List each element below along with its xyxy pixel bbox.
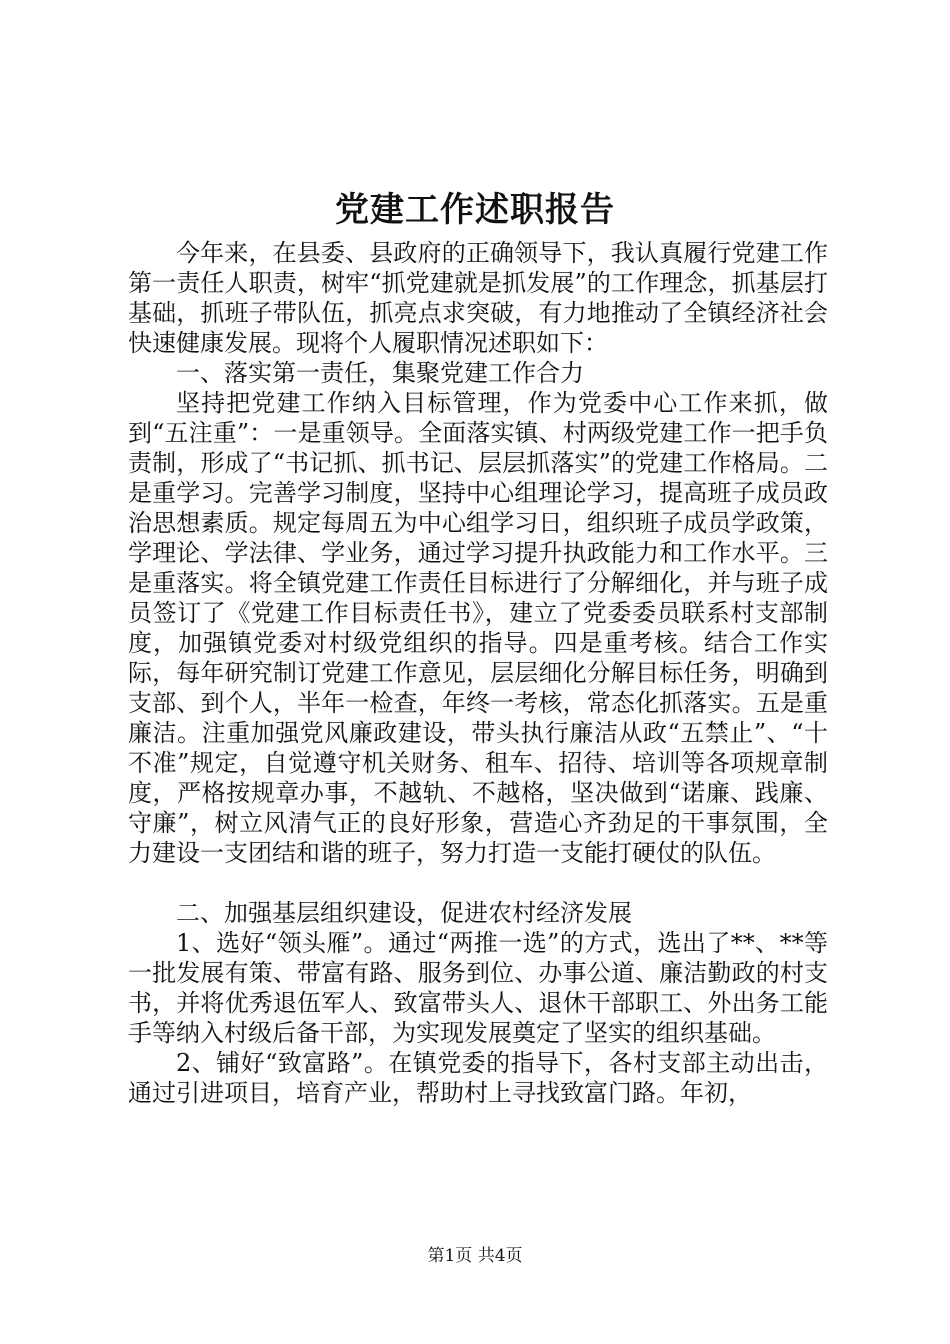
paragraph-spacer <box>128 868 828 898</box>
intro-paragraph: 今年来，在县委、县政府的正确领导下，我认真履行党建工作第一责任人职责，树牢“抓党建就是抓发展”的工作理念，抓基层打基础，抓班子带队伍，抓亮点求突破，有力地推动了全镇经济社会快速健康发展。现将个人履职情况述职如下： <box>128 239 828 357</box>
section-2-item-1: 1、选好“领头雁”。通过“两推一选”的方式，选出了**、**等一批发展有策、带富有路、服务到位、办事公道、廉洁勤政的村支书，并将优秀退伍军人、致富带头人、退休干部职工、外出务工能手等纳入村级后备干部，为实现发展奠定了坚实的组织基础。 <box>128 929 828 1047</box>
document-body <box>128 238 828 1108</box>
section-1-paragraph: 坚持把党建工作纳入目标管理，作为党委中心工作来抓，做到“五注重”：一是重领导。全面落实镇、村两级党建工作一把手负责制，形成了“书记抓、抓书记、层层抓落实”的党建工作格局。二是重学习。完善学习制度，坚持中心组理论学习，提高班子成员政治思想素质。规定每周五为中心组学习日，组织班子成员学政策，学理论、学法律、学业务，通过学习提升执政能力和工作水平。三是重落实。将全镇党建工作责任目标进行了分解细化，并与班子成员签订了《党建工作目标责任书》，建立了党委委员联系村支部制度，加强镇党委对村级党组织的指导。四是重考核。结合工作实际，每年研究制订党建工作意见，层层细化分解目标任务，明确到支部、到个人，半年一检查，年终一考核，常态化抓落实。五是重廉洁。注重加强党风廉政建设，带头执行廉洁从政“五禁止”、“十不准”规定，自觉遵守机关财务、租车、招待、培训等各项规章制度，严格按规章办事，不越轨、不越格，坚决做到“诺廉、践廉、守廉”，树立风清气正的良好形象，营造心齐劲足的干事氛围，全力建设一支团结和谐的班子，努力打造一支能打硬仗的队伍。 <box>128 389 828 867</box>
section-2-heading: 二、加强基层组织建设，促进农村经济发展 <box>176 899 632 927</box>
section-1-heading: 一、落实第一责任，集聚党建工作合力 <box>176 359 584 387</box>
page-number-footer: 第1页 共4页 <box>427 1246 523 1266</box>
section-2-item-2: 2、铺好“致富路”。在镇党委的指导下，各村支部主动出击，通过引进项目，培育产业，帮助村上寻找致富门路。年初， <box>128 1049 828 1107</box>
page-title: 党建工作述职报告 <box>335 190 615 230</box>
